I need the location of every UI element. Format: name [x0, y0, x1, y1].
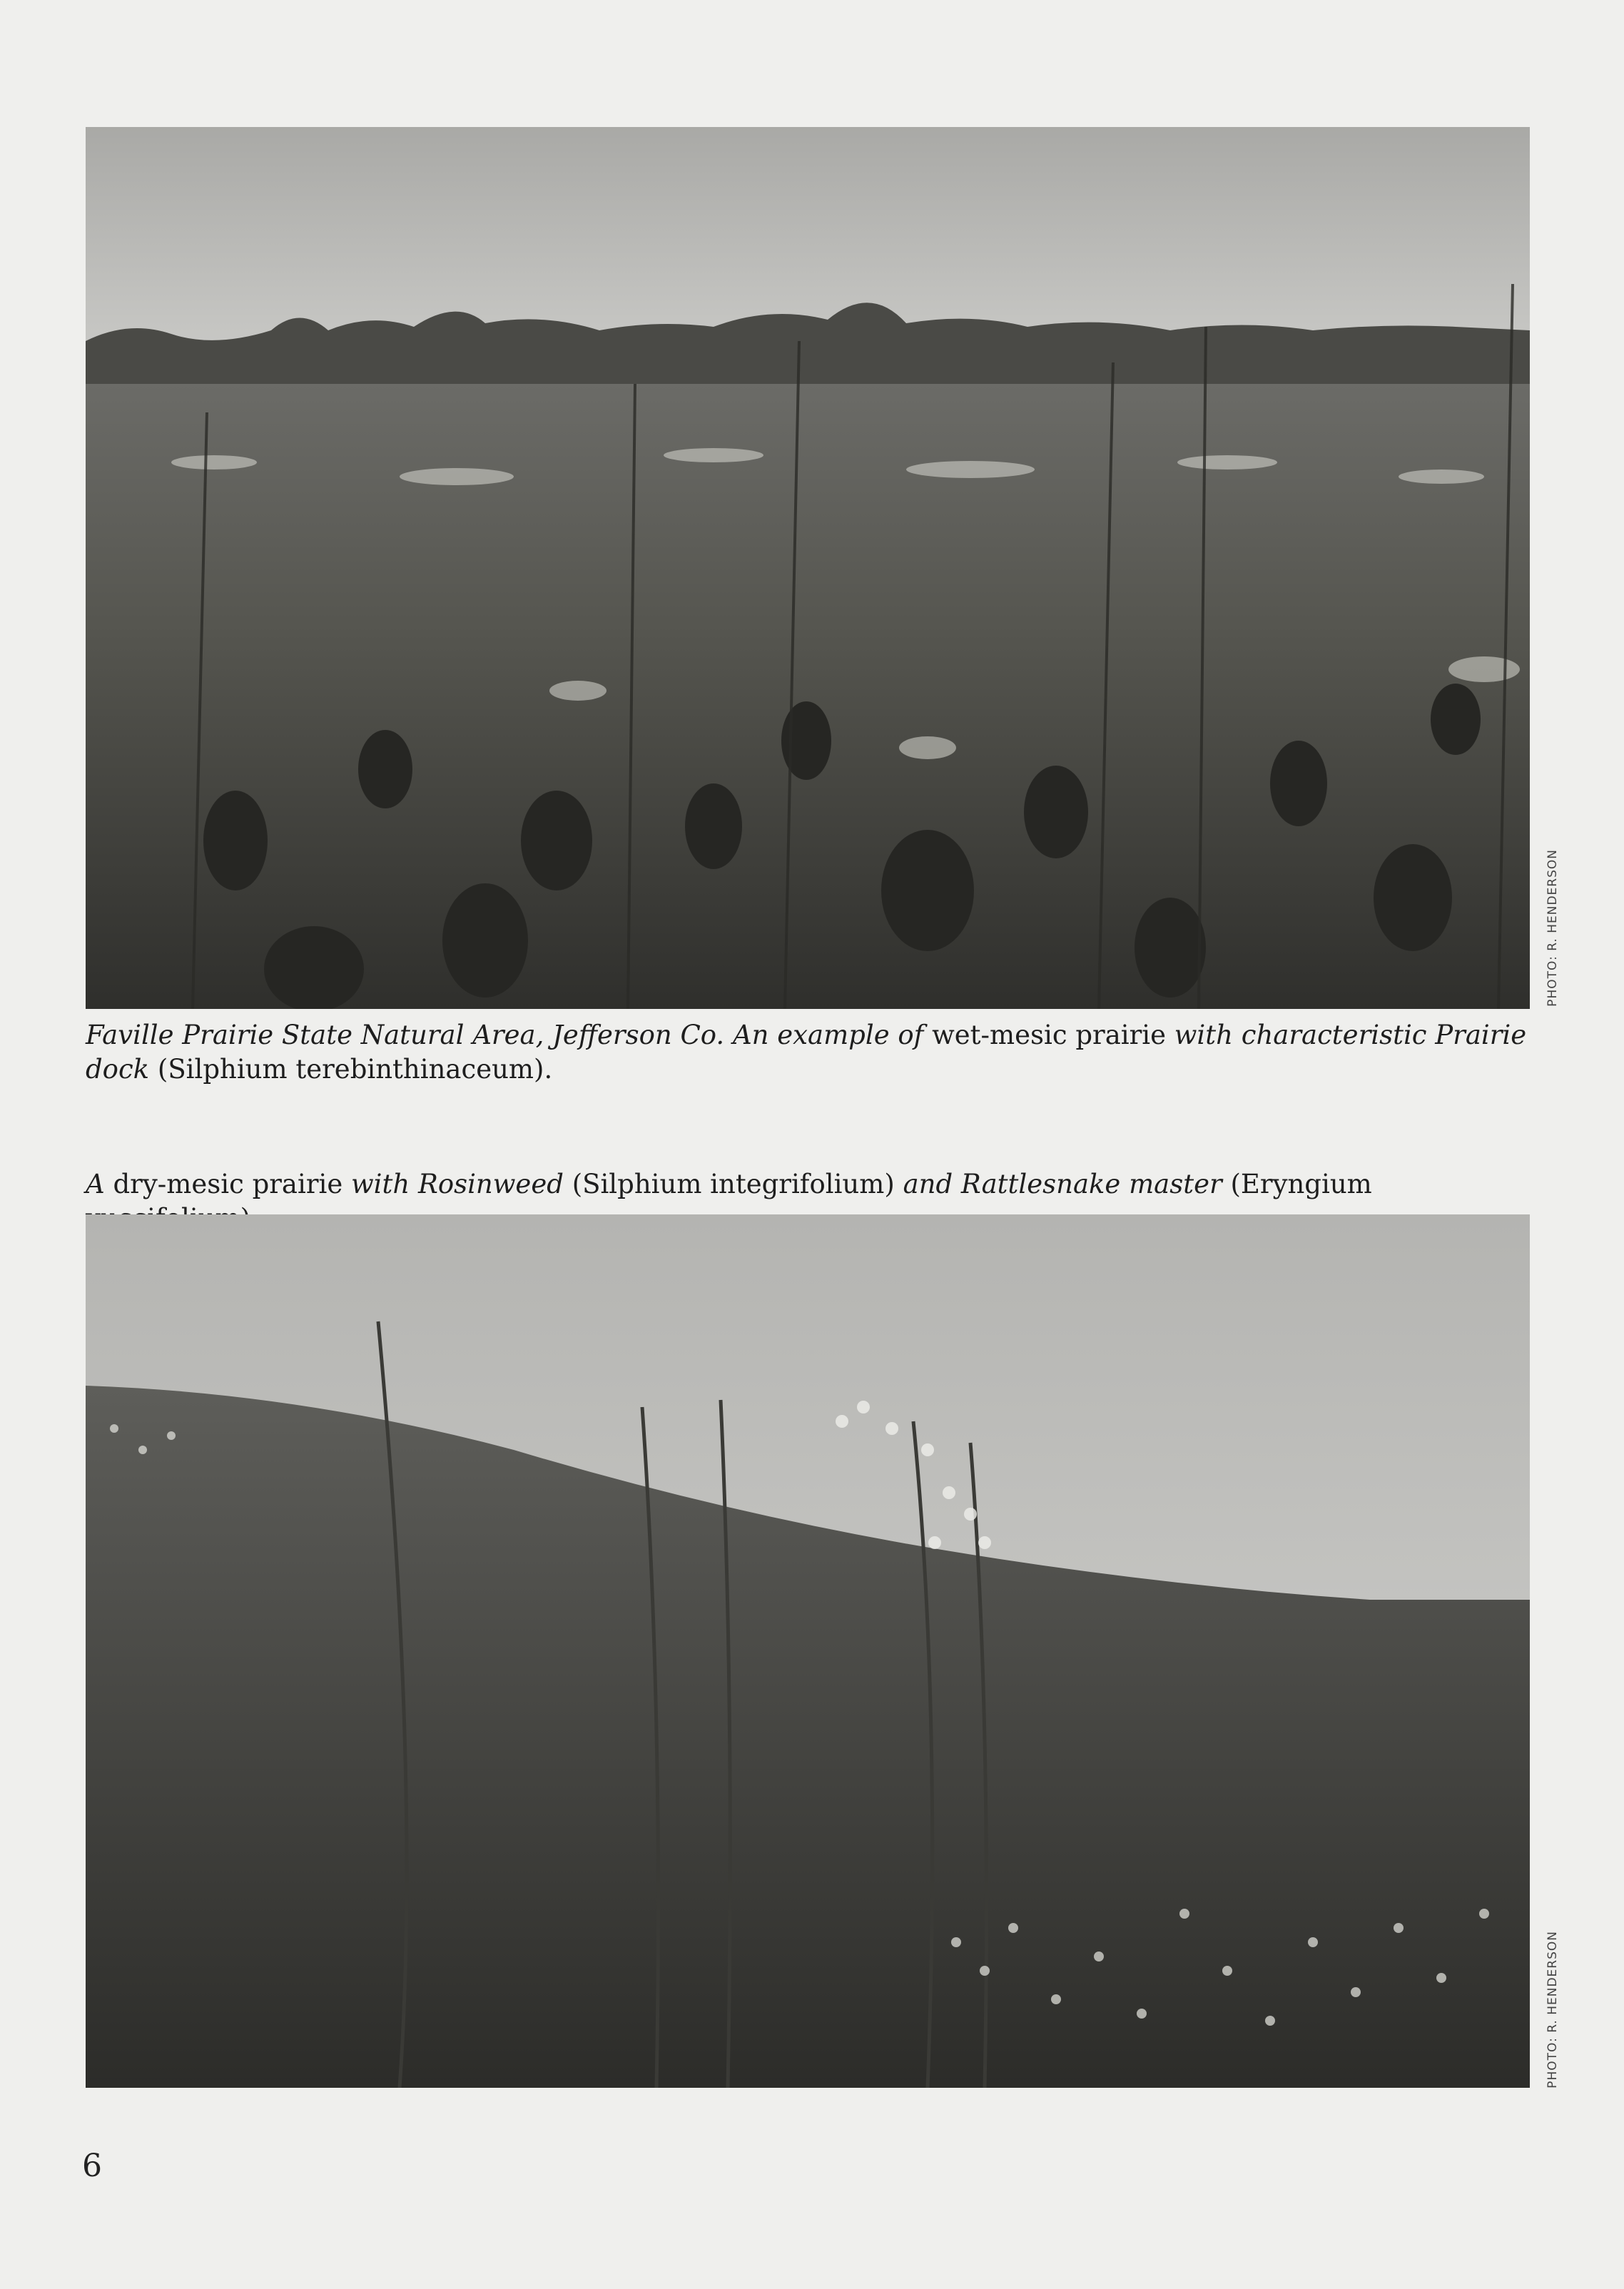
dry-mesic-prairie-image: [86, 1214, 1530, 2088]
caption-latin: Silphium integrifolium: [582, 1169, 885, 1199]
page-number: 6: [82, 2148, 102, 2184]
photo-credit: PHOTO: R. HENDERSON: [1546, 1931, 1560, 2088]
caption-term: dry-mesic prairie: [113, 1169, 343, 1199]
rosinweed-photo: [86, 1214, 1530, 2088]
caption-term: wet-mesic prairie: [932, 1020, 1166, 1050]
bottom-photo-caption: A dry-mesic prairie with Rosinweed (Silphium integrifolium) and Rattlesnake master (Eryngium: [86, 1167, 1530, 1236]
caption-mid: with characteristic Prairie dock: [86, 1020, 1527, 1085]
prairie-dock-photo: [86, 127, 1530, 1009]
caption-lead: An example of: [732, 1020, 924, 1050]
caption-latin: Silphium terebinthinaceum: [168, 1054, 534, 1085]
caption-latin: Eryngium: [1240, 1169, 1372, 1199]
top-photo-caption: Faville Prairie State Natural Area, Jefferson Co. An example of wet-mesic prairie with characteristic Prairie dock (Silphium terebinthinaceum).: [86, 1020, 1527, 1085]
caption-place: Faville Prairie State Natural Area, Jefferson Co.: [86, 1020, 725, 1050]
photo-credit: PHOTO: R. HENDERSON: [1546, 849, 1560, 1007]
wet-mesic-prairie-image: [86, 127, 1530, 1009]
